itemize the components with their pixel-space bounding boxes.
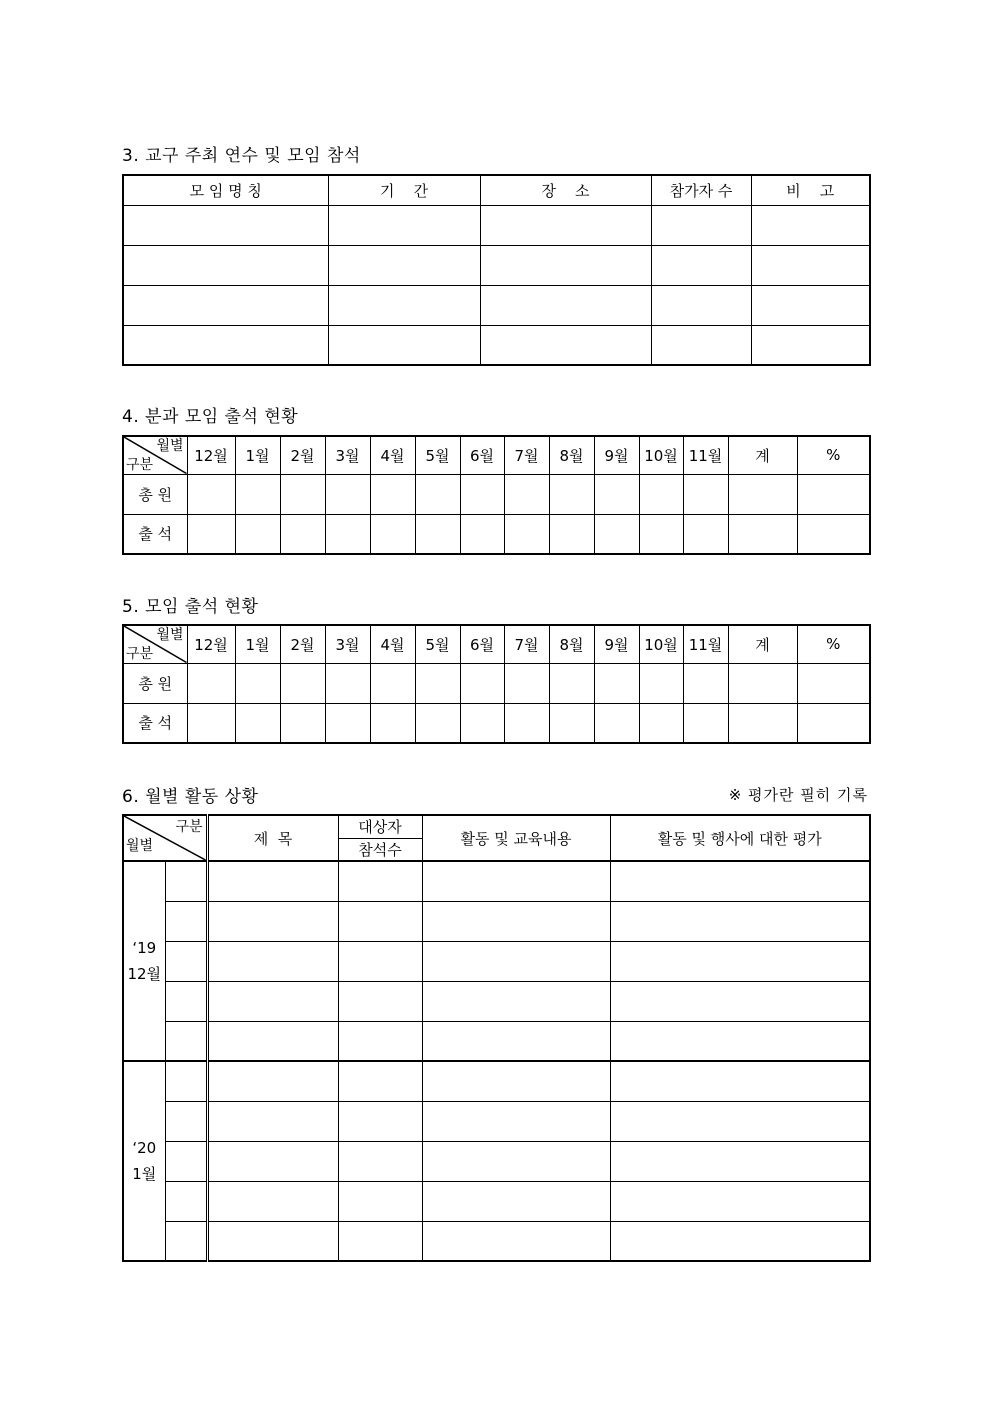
entry-cell[interactable]: [325, 474, 370, 514]
entry-cell[interactable]: [610, 1181, 870, 1221]
entry-cell[interactable]: [165, 1181, 207, 1221]
group-year: ‘19: [132, 939, 157, 957]
entry-cell[interactable]: [187, 514, 235, 554]
row-label-total-members: 총 원: [123, 663, 187, 703]
month-header: 12월: [187, 436, 235, 474]
month-header: 2월: [280, 436, 325, 474]
month-header: 2월: [280, 625, 325, 663]
entry-cell[interactable]: [610, 901, 870, 941]
entry-cell[interactable]: [207, 1021, 338, 1061]
month-header: 1월: [235, 436, 280, 474]
section-4-title: 4. 분과 모임 출석 현황: [122, 407, 299, 427]
entry-cell[interactable]: [460, 514, 504, 554]
entry-cell[interactable]: [651, 325, 751, 365]
table-row: [123, 245, 870, 285]
entry-cell[interactable]: [751, 205, 870, 245]
row-label-attendance: 출 석: [123, 514, 187, 554]
col-period: 기 간: [328, 175, 480, 205]
entry-cell[interactable]: [338, 1141, 422, 1181]
entry-cell[interactable]: [165, 1061, 207, 1101]
table-row: [123, 981, 870, 1021]
section-6-title: 6. 월별 활동 상황: [122, 787, 259, 807]
month-header: 11월: [683, 436, 728, 474]
month-header: 1월: [235, 625, 280, 663]
group-year: ‘20: [132, 1139, 157, 1157]
entry-cell[interactable]: [639, 703, 683, 743]
entry-cell[interactable]: [480, 325, 651, 365]
month-header: 4월: [370, 625, 415, 663]
entry-cell[interactable]: [328, 325, 480, 365]
training-attendance-table: [122, 174, 871, 366]
entry-cell[interactable]: [422, 941, 610, 981]
entry-cell[interactable]: [610, 1061, 870, 1101]
month-header: 5월: [415, 436, 460, 474]
entry-cell[interactable]: [187, 663, 235, 703]
entry-cell[interactable]: [594, 474, 639, 514]
entry-cell[interactable]: [328, 245, 480, 285]
entry-cell[interactable]: [338, 901, 422, 941]
col-subject: 제 목: [207, 815, 338, 861]
entry-cell[interactable]: [728, 663, 797, 703]
table-row: [123, 1101, 870, 1141]
entry-cell[interactable]: [165, 1221, 207, 1261]
corner-top-label: 구분: [175, 819, 203, 835]
entry-cell[interactable]: [123, 325, 328, 365]
table-row: [123, 285, 870, 325]
evaluation-note: ※ 평가란 필히 기록: [728, 786, 868, 804]
entry-cell[interactable]: [165, 1021, 207, 1061]
entry-cell[interactable]: [235, 663, 280, 703]
entry-cell[interactable]: [415, 703, 460, 743]
table-header-row: [123, 436, 870, 474]
entry-cell[interactable]: [504, 703, 549, 743]
entry-cell[interactable]: [460, 663, 504, 703]
month-header: 6월: [460, 436, 504, 474]
entry-cell[interactable]: [751, 245, 870, 285]
month-header: 7월: [504, 625, 549, 663]
subgroup-attendance-table: [122, 435, 871, 555]
month-header: 3월: [325, 625, 370, 663]
month-group-label: [123, 1061, 165, 1261]
entry-cell[interactable]: [415, 474, 460, 514]
entry-cell[interactable]: [610, 1221, 870, 1261]
group-month: 12월: [127, 965, 162, 983]
monthly-activity-table: [122, 814, 871, 1262]
group-month: 1월: [132, 1165, 157, 1183]
entry-cell[interactable]: [651, 285, 751, 325]
entry-cell[interactable]: [207, 941, 338, 981]
entry-cell[interactable]: [728, 514, 797, 554]
entry-cell[interactable]: [280, 703, 325, 743]
entry-cell[interactable]: [338, 981, 422, 1021]
entry-cell[interactable]: [480, 245, 651, 285]
month-header: 10월: [639, 436, 683, 474]
table-row: [123, 205, 870, 245]
month-header: 5월: [415, 625, 460, 663]
entry-cell[interactable]: [639, 663, 683, 703]
entry-cell[interactable]: [480, 205, 651, 245]
entry-cell[interactable]: [610, 1101, 870, 1141]
entry-cell[interactable]: [370, 474, 415, 514]
entry-cell[interactable]: [422, 1101, 610, 1141]
percent-header: %: [797, 436, 870, 474]
entry-cell[interactable]: [422, 1141, 610, 1181]
entry-cell[interactable]: [325, 703, 370, 743]
table-row: [123, 325, 870, 365]
entry-cell[interactable]: [207, 1181, 338, 1221]
corner-top-label: 월별: [156, 438, 184, 454]
entry-cell[interactable]: [207, 1221, 338, 1261]
entry-cell[interactable]: [207, 1101, 338, 1141]
entry-cell[interactable]: [460, 703, 504, 743]
month-header: 4월: [370, 436, 415, 474]
section-5-title: 5. 모임 출석 현황: [122, 597, 259, 617]
entry-cell[interactable]: [797, 663, 870, 703]
entry-cell[interactable]: [610, 941, 870, 981]
table-row: [123, 1141, 870, 1181]
entry-cell[interactable]: [325, 514, 370, 554]
entry-cell[interactable]: [751, 285, 870, 325]
corner-header: [123, 815, 207, 861]
corner-bottom-label: 월별: [126, 838, 154, 854]
month-group-label: [123, 861, 165, 1061]
percent-header: %: [797, 625, 870, 663]
entry-cell[interactable]: [594, 514, 639, 554]
entry-cell[interactable]: [651, 245, 751, 285]
entry-cell[interactable]: [728, 703, 797, 743]
table-row: [123, 941, 870, 981]
entry-cell[interactable]: [165, 1141, 207, 1181]
entry-cell[interactable]: [480, 285, 651, 325]
month-header: 12월: [187, 625, 235, 663]
table-header-row: [123, 175, 870, 205]
entry-cell[interactable]: [165, 981, 207, 1021]
month-header: 3월: [325, 436, 370, 474]
entry-cell[interactable]: [422, 1181, 610, 1221]
month-header: 8월: [549, 436, 594, 474]
month-header: 11월: [683, 625, 728, 663]
month-header: 9월: [594, 436, 639, 474]
entry-cell[interactable]: [797, 514, 870, 554]
entry-cell[interactable]: [165, 901, 207, 941]
meeting-attendance-table: [122, 624, 871, 744]
entry-cell[interactable]: [422, 861, 610, 901]
entry-cell[interactable]: [639, 514, 683, 554]
entry-cell[interactable]: [123, 285, 328, 325]
month-header: 8월: [549, 625, 594, 663]
entry-cell[interactable]: [338, 941, 422, 981]
col-attendees: 참석수: [338, 838, 422, 861]
entry-cell[interactable]: [728, 474, 797, 514]
entry-cell[interactable]: [415, 663, 460, 703]
entry-cell[interactable]: [370, 703, 415, 743]
entry-cell[interactable]: [610, 861, 870, 901]
total-header: 계: [728, 436, 797, 474]
entry-cell[interactable]: [338, 1021, 422, 1061]
col-target: 대상자: [338, 815, 422, 838]
table-row: [123, 1181, 870, 1221]
entry-cell[interactable]: [235, 514, 280, 554]
entry-cell[interactable]: [338, 1101, 422, 1141]
month-header: 6월: [460, 625, 504, 663]
entry-cell[interactable]: [280, 663, 325, 703]
table-row: [123, 1061, 870, 1101]
entry-cell[interactable]: [370, 663, 415, 703]
table-header-row: [123, 625, 870, 663]
entry-cell[interactable]: [207, 1061, 338, 1101]
entry-cell[interactable]: [549, 514, 594, 554]
entry-cell[interactable]: [683, 663, 728, 703]
entry-cell[interactable]: [610, 981, 870, 1021]
entry-cell[interactable]: [549, 703, 594, 743]
section-3-title: 3. 교구 주최 연수 및 모임 참석: [122, 146, 361, 166]
corner-bottom-label: 구분: [126, 645, 154, 662]
table-row: [123, 514, 870, 554]
entry-cell[interactable]: [280, 514, 325, 554]
table-row: [123, 703, 870, 743]
entry-cell[interactable]: [123, 245, 328, 285]
corner-bottom-label: 구분: [126, 456, 154, 473]
entry-cell[interactable]: [683, 514, 728, 554]
entry-cell[interactable]: [165, 941, 207, 981]
entry-cell[interactable]: [594, 663, 639, 703]
entry-cell[interactable]: [651, 205, 751, 245]
corner-header: [123, 436, 187, 474]
corner-header: [123, 625, 187, 663]
entry-cell[interactable]: [235, 474, 280, 514]
entry-cell[interactable]: [207, 861, 338, 901]
entry-cell[interactable]: [422, 1061, 610, 1101]
col-evaluation: 활동 및 행사에 대한 평가: [610, 815, 870, 861]
entry-cell[interactable]: [504, 663, 549, 703]
corner-top-label: 월별: [156, 627, 184, 643]
entry-cell[interactable]: [751, 325, 870, 365]
total-header: 계: [728, 625, 797, 663]
entry-cell[interactable]: [549, 663, 594, 703]
entry-cell[interactable]: [338, 1221, 422, 1261]
entry-cell[interactable]: [123, 205, 328, 245]
entry-cell[interactable]: [207, 1141, 338, 1181]
col-participants: 참가자 수: [651, 175, 751, 205]
entry-cell[interactable]: [422, 1021, 610, 1061]
entry-cell[interactable]: [328, 285, 480, 325]
entry-cell[interactable]: [207, 901, 338, 941]
entry-cell[interactable]: [460, 474, 504, 514]
col-meeting-name: 모 임 명 칭: [123, 175, 328, 205]
entry-cell[interactable]: [370, 514, 415, 554]
table-row: [123, 1221, 870, 1261]
table-row: [123, 901, 870, 941]
col-remarks: 비 고: [751, 175, 870, 205]
entry-cell[interactable]: [328, 205, 480, 245]
row-label-attendance: 출 석: [123, 703, 187, 743]
entry-cell[interactable]: [422, 981, 610, 1021]
entry-cell[interactable]: [639, 474, 683, 514]
col-content: 활동 및 교육내용: [422, 815, 610, 861]
entry-cell[interactable]: [610, 1021, 870, 1061]
entry-cell[interactable]: [280, 474, 325, 514]
entry-cell[interactable]: [504, 514, 549, 554]
month-header: 9월: [594, 625, 639, 663]
table-row: [123, 1021, 870, 1061]
table-row: [123, 861, 870, 901]
entry-cell[interactable]: [422, 901, 610, 941]
entry-cell[interactable]: [549, 474, 594, 514]
month-header: 10월: [639, 625, 683, 663]
entry-cell[interactable]: [683, 474, 728, 514]
entry-cell[interactable]: [165, 1101, 207, 1141]
month-header: 7월: [504, 436, 549, 474]
row-label-total-members: 총 원: [123, 474, 187, 514]
entry-cell[interactable]: [187, 474, 235, 514]
entry-cell[interactable]: [610, 1141, 870, 1181]
entry-cell[interactable]: [594, 703, 639, 743]
entry-cell[interactable]: [504, 474, 549, 514]
table-row: [123, 663, 870, 703]
entry-cell[interactable]: [235, 703, 280, 743]
table-row: [123, 474, 870, 514]
entry-cell[interactable]: [338, 1061, 422, 1101]
entry-cell[interactable]: [338, 1181, 422, 1221]
entry-cell[interactable]: [338, 861, 422, 901]
entry-cell[interactable]: [165, 861, 207, 901]
entry-cell[interactable]: [325, 663, 370, 703]
entry-cell[interactable]: [797, 474, 870, 514]
entry-cell[interactable]: [415, 514, 460, 554]
entry-cell[interactable]: [683, 703, 728, 743]
col-place: 장 소: [480, 175, 651, 205]
table-header-row: [123, 815, 870, 838]
entry-cell[interactable]: [187, 703, 235, 743]
entry-cell[interactable]: [797, 703, 870, 743]
entry-cell[interactable]: [207, 981, 338, 1021]
entry-cell[interactable]: [422, 1221, 610, 1261]
